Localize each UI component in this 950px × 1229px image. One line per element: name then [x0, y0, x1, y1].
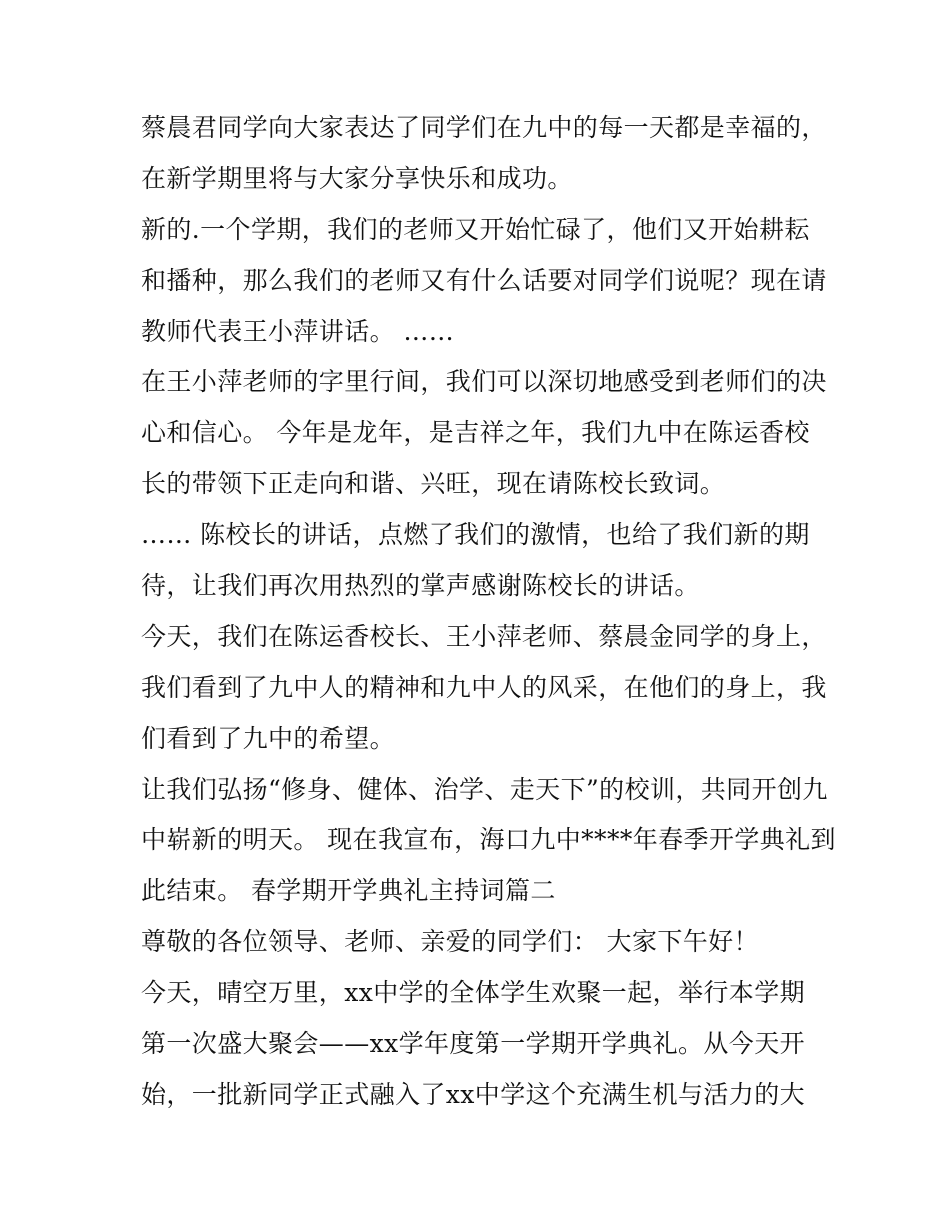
text-line: 新的.一个学期，我们的老师又开始忙碌了，他们又开始耕耘 — [141, 214, 810, 244]
text-line: 长的带领下正走向和谐、兴旺，现在请陈校长致词。 — [141, 469, 726, 499]
text-line: 今天，我们在陈运香校长、王小萍老师、蔡晨金同学的身上， — [141, 621, 827, 651]
document-body — [141, 103, 836, 1121]
text-line: …… 陈校长的讲话，点燃了我们的激情，也给了我们新的期 — [141, 520, 810, 550]
text-line: 中崭新的明天。 现在我宣布，海口九中****年春季开学典礼到 — [141, 825, 836, 855]
text-line: 今天，晴空万里，xx中学的全体学生欢聚一起，举行本学期 — [141, 978, 806, 1008]
text-line: 心和信心。 今年是龙年，是吉祥之年，我们九中在陈运香校 — [141, 418, 810, 448]
text-line: 第一次盛大聚会——xx学年度第一学期开学典礼。从今天开 — [141, 1029, 806, 1059]
text-line: 在王小萍老师的字里行间，我们可以深切地感受到老师们的决 — [141, 367, 827, 397]
text-line: 蔡晨君同学向大家表达了同学们在九中的每一天都是幸福的， — [141, 113, 827, 142]
text-line: 始，一批新同学正式融入了xx中学这个充满生机与活力的大 — [141, 1079, 806, 1109]
text-line: 尊敬的各位领导、老师、亲爱的同学们： 大家下午好！ — [141, 927, 759, 957]
text-line: 此结束。 春学期开学典礼主持词篇二 — [141, 876, 556, 906]
text-line: 待，让我们再次用热烈的掌声感谢陈校长的讲话。 — [141, 571, 700, 601]
text-line: 教师代表王小萍讲话。 …… — [141, 316, 455, 346]
text-line: 们看到了九中的希望。 — [141, 723, 396, 753]
text-line: 和播种，那么我们的老师又有什么话要对同学们说呢？现在请 — [141, 265, 827, 295]
text-line: 我们看到了九中人的精神和九中人的风采，在他们的身上，我 — [141, 672, 827, 702]
text-line: 让我们弘扬“修身、健体、治学、走天下”的校训，共同开创九 — [141, 774, 828, 804]
text-line: 在新学期里将与大家分享快乐和成功。 — [141, 163, 573, 193]
